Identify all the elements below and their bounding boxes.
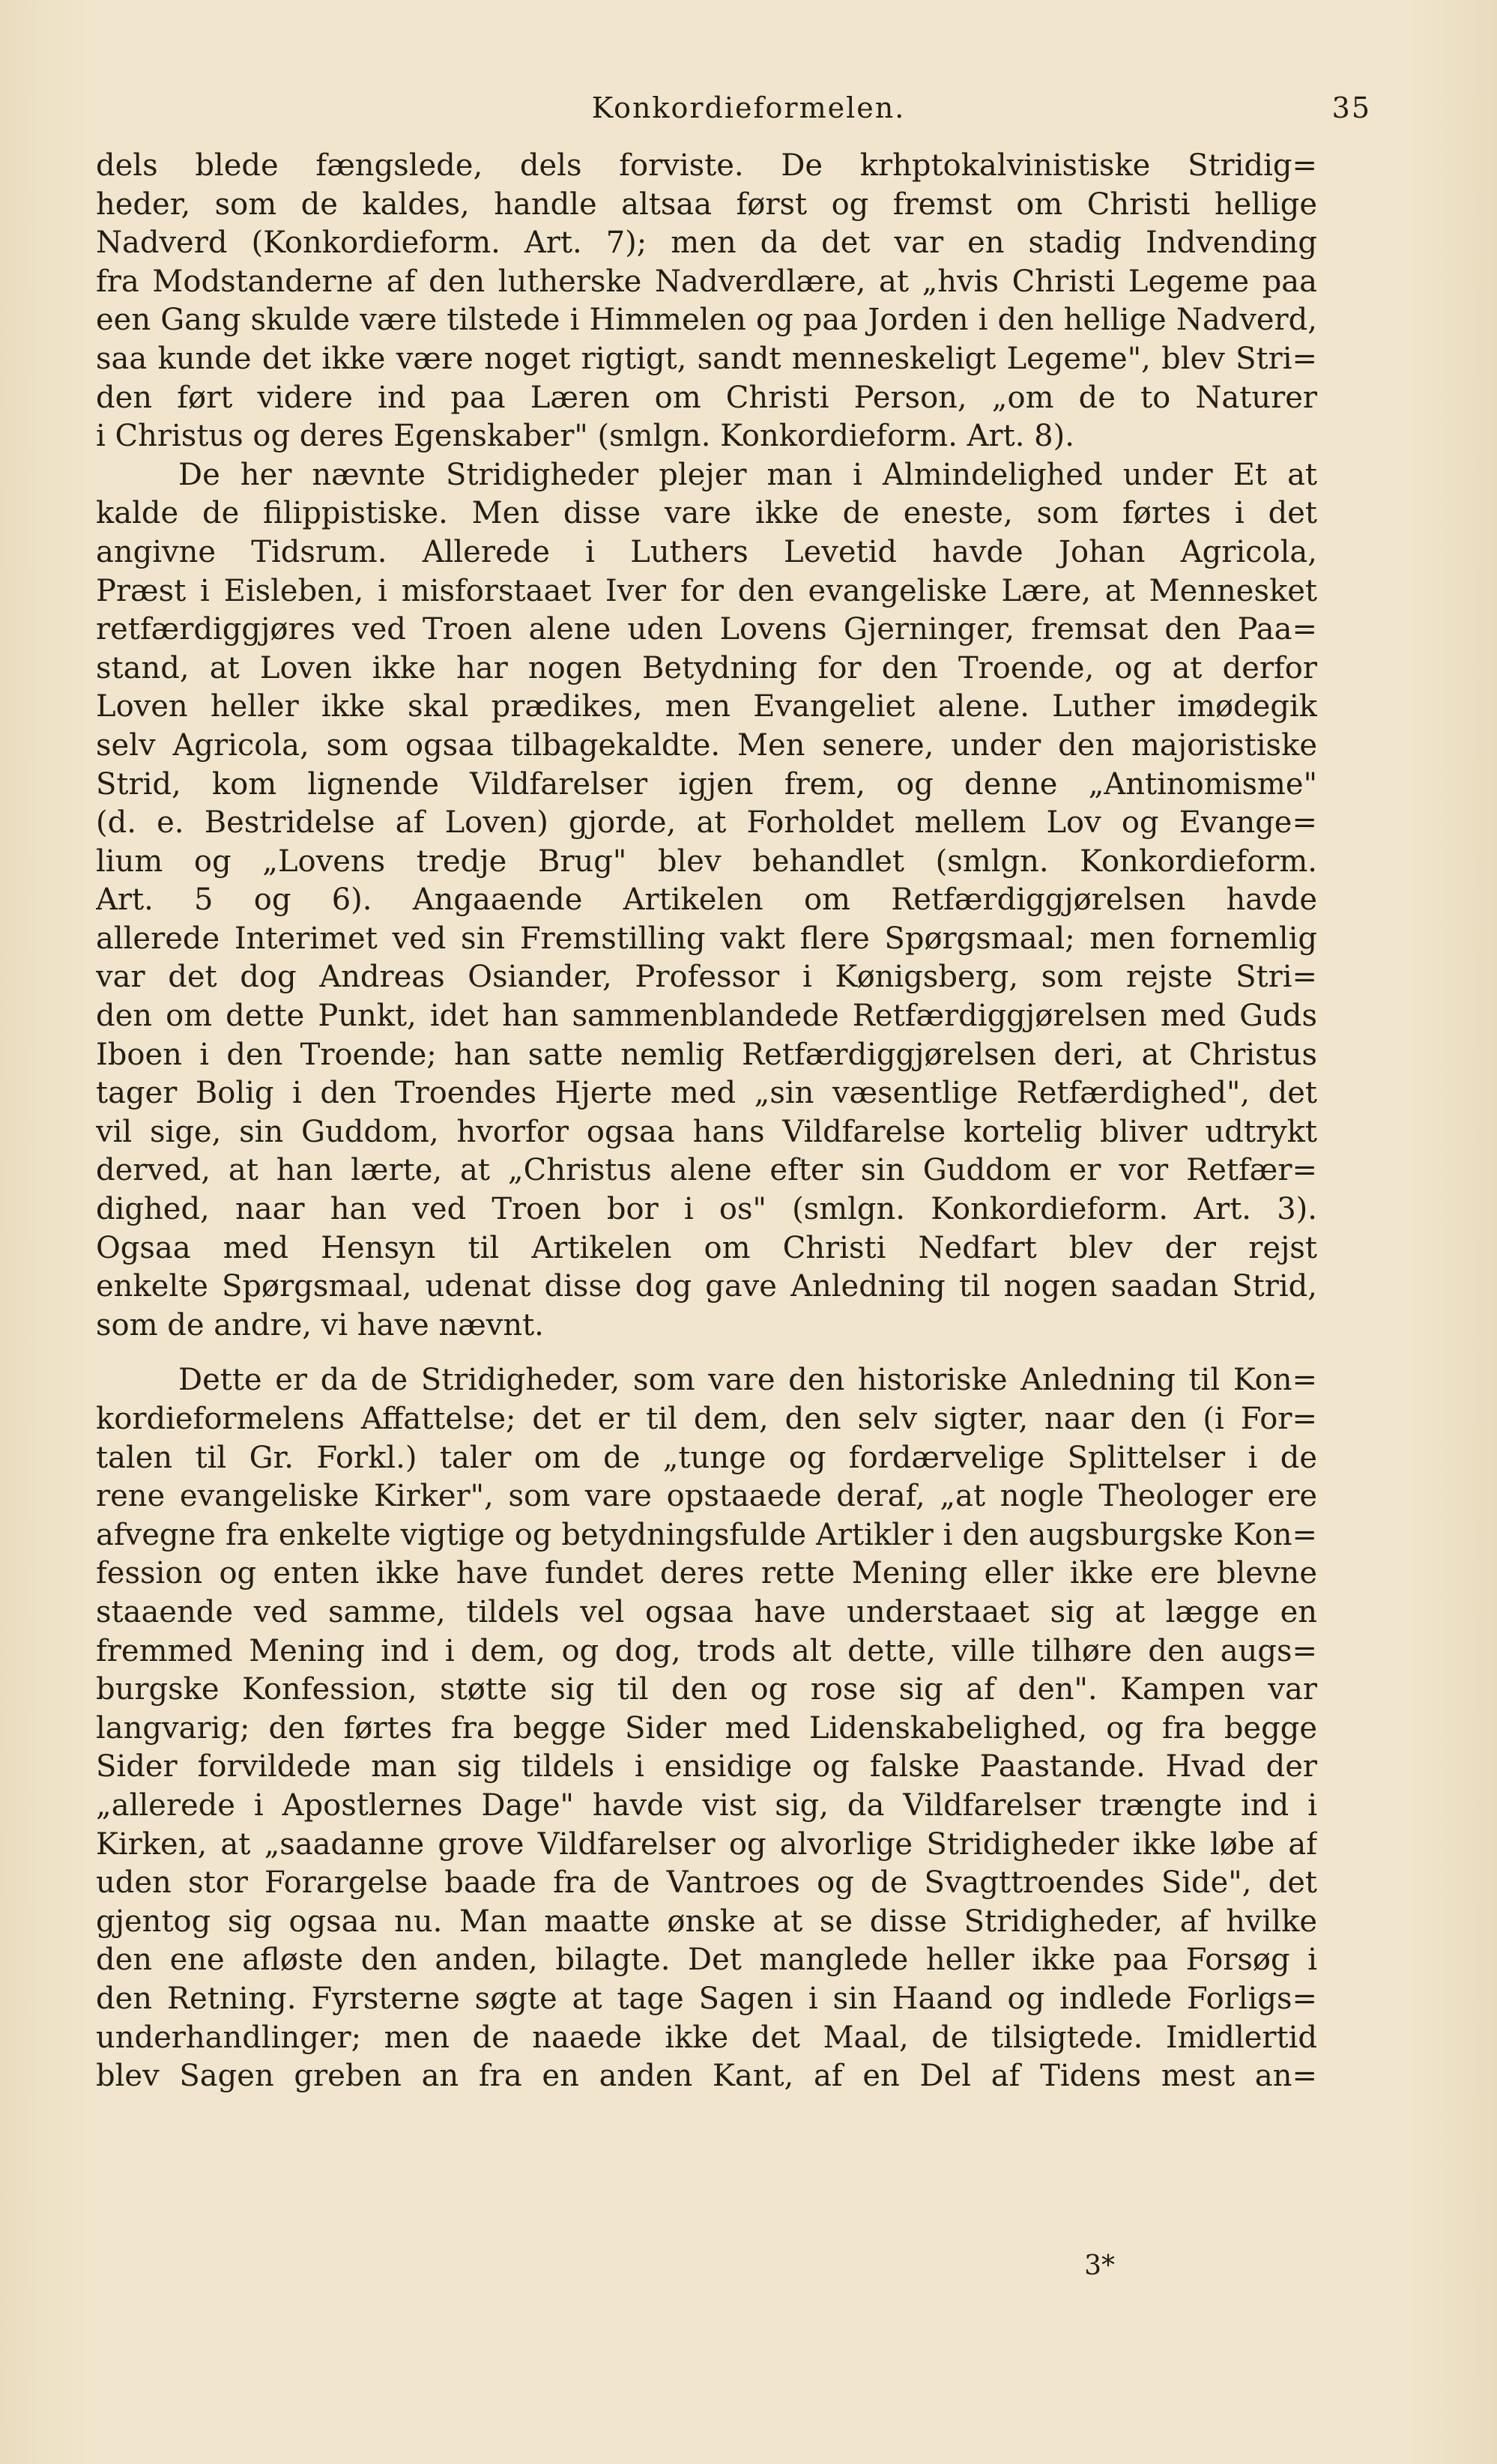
text-line: Sider forvildede man sig tildels i ensidige og falske Paastande. Hvad der bbox=[96, 1749, 1317, 1785]
text-line: uden stor Forargelse baade fra de Vantroes og de Svagttroendes Side", det bbox=[96, 1865, 1317, 1901]
text-line: i Christus og deres Egenskaber" (smlgn. Konkordieform. Art. 8). bbox=[96, 419, 1074, 454]
text-line: staaende ved samme, tildels vel ogsaa have understaaet sig at lægge en bbox=[96, 1594, 1317, 1629]
text-line: selv Agricola, som ogsaa tilbagekaldte. Men senere, under den majoristiske bbox=[96, 727, 1317, 763]
text-line: allerede Interimet ved sin Fremstilling vakt flere Spørgsmaal; men fornemlig bbox=[96, 921, 1317, 956]
text-line: gjentog sig ogsaa nu. Man maatte ønske at se disse Stridigheder, af hvilke bbox=[96, 1904, 1317, 1939]
text-line: den Retning. Fyrsterne søgte at tage Sagen i sin Haand og indlede Forligs= bbox=[96, 1981, 1317, 2016]
text-line: Præst i Eisleben, i misforstaaet Iver for den evangeliske Lære, at Mennesket bbox=[96, 573, 1317, 608]
text-line: kalde de filippistiske. Men disse vare ikke de eneste, som førtes i det bbox=[96, 496, 1317, 531]
text-line: tager Bolig i den Troendes Hjerte med „sin væsentlige Retfærdighed", det bbox=[96, 1076, 1317, 1111]
text-line: Ogsaa med Hensyn til Artikelen om Christi Nedfart blev der rejst bbox=[96, 1230, 1317, 1265]
text-line: kordieformelens Affattelse; det er til dem, den selv sigter, naar den (i For= bbox=[96, 1402, 1317, 1436]
text-line: derved, at han lærte, at „Christus alene efter sin Guddom er vor Retfær= bbox=[96, 1153, 1317, 1188]
text-line: een Gang skulde være tilstede i Himmelen og paa Jorden i den hellige Nadverd, bbox=[96, 303, 1317, 338]
text-line: den om dette Punkt, idet han sammenblandede Retfærdiggjørelsen med Guds bbox=[96, 999, 1317, 1034]
text-line: „allerede i Apostlernes Dage" havde vist sig, da Vildfarelser trængte ind i bbox=[96, 1788, 1317, 1823]
text-line: langvarig; den førtes fra begge Sider med Lidenskabelighed, og fra begge bbox=[96, 1710, 1317, 1746]
paragraph-gap bbox=[96, 1345, 1317, 1361]
text-line: (d. e. Bestridelse af Loven) gjorde, at Forholdet mellem Lov og Evange= bbox=[96, 805, 1317, 841]
text-line: enkelte Spørgsmaal, udenat disse dog gave Anledning til nogen saadan Strid, bbox=[96, 1269, 1317, 1304]
signature-mark: 3* bbox=[1084, 2250, 1115, 2281]
text-line: De her nævnte Stridigheder plejer man i Almindelighed under Et at bbox=[178, 457, 1317, 492]
text-line: Art. 5 og 6). Angaaende Artikelen om Retfærdiggjørelsen havde bbox=[96, 883, 1317, 918]
text-line: lium og „Lovens tredje Brug" blev behandlet (smlgn. Konkordieform. bbox=[96, 844, 1317, 879]
text-line: dighed, naar han ved Troen bor i os" (smlgn. Konkordieform. Art. 3). bbox=[96, 1192, 1317, 1227]
text-line: Strid, kom lignende Vildfarelser igjen frem, og denne „Antinomisme" bbox=[96, 766, 1317, 802]
paragraph bbox=[96, 456, 1317, 1345]
running-head: Konkordieformelen. bbox=[591, 91, 906, 124]
text-line: Kirken, at „saadanne grove Vildfarelser og alvorlige Stridigheder ikke løbe af bbox=[96, 1826, 1317, 1862]
text-line: Nadverd (Konkordieform. Art. 7); men da det var en stadig Indvending bbox=[96, 225, 1317, 261]
text-line: dels blede fængslede, dels forviste. De krhptokalvinistiske Stridig= bbox=[96, 148, 1317, 183]
text-line: fremmed Mening ind i dem, og dog, trods alt dette, ville tilhøre den augs= bbox=[96, 1633, 1317, 1668]
text-line: Dette er da de Stridigheder, som vare den historiske Anledning til Kon= bbox=[178, 1363, 1317, 1398]
text-line: som de andre, vi have nævnt. bbox=[96, 1307, 544, 1343]
text-line: saa kunde det ikke være noget rigtigt, sandt menneskeligt Legeme", blev Stri= bbox=[96, 341, 1317, 376]
text-line: stand, at Loven ikke har nogen Betydning for den Troende, og at derfor bbox=[96, 650, 1317, 685]
paragraph bbox=[96, 147, 1317, 456]
text-line: fra Modstanderne af den lutherske Nadverdlære, at „hvis Christi Legeme paa bbox=[96, 264, 1317, 299]
text-line: angivne Tidsrum. Allerede i Luthers Levetid havde Johan Agricola, bbox=[96, 534, 1317, 569]
text-line: burgske Konfession, støtte sig til den og rose sig af den". Kampen var bbox=[96, 1672, 1317, 1707]
text-line: var det dog Andreas Osiander, Professor i Kønigsberg, som rejste Stri= bbox=[96, 960, 1317, 995]
text-line: rene evangeliske Kirker", som vare opstaaede deraf, „at nogle Theologer ere bbox=[96, 1479, 1317, 1514]
text-line: underhandlinger; men de naaede ikke det Maal, de tilsigtede. Imidlertid bbox=[96, 2020, 1317, 2055]
text-line: den ene afløste den anden, bilagte. Det manglede heller ikke paa Forsøg i bbox=[96, 1943, 1317, 1978]
text-line: heder, som de kaldes, handle altsaa først og fremst om Christi hellige bbox=[96, 187, 1317, 222]
text-line: vil sige, sin Guddom, hvorfor ogsaa hans Vildfarelse kortelig bliver udtrykt bbox=[96, 1114, 1317, 1149]
body-text bbox=[96, 147, 1317, 2096]
text-line: retfærdiggjøres ved Troen alene uden Lovens Gjerninger, fremsat den Paa= bbox=[96, 612, 1317, 647]
paragraph bbox=[96, 1361, 1317, 2095]
text-line: blev Sagen greben an fra en anden Kant, af en Del af Tidens mest an= bbox=[96, 2059, 1317, 2094]
text-line: den ført videre ind paa Læren om Christi Person, „om de to Naturer bbox=[96, 380, 1317, 415]
page-number: 35 bbox=[1331, 91, 1371, 124]
text-line: talen til Gr. Forkl.) taler om de „tunge og fordærvelige Splittelser i de bbox=[96, 1440, 1317, 1475]
text-line: fession og enten ikke have fundet deres rette Mening eller ikke ere blevne bbox=[96, 1556, 1317, 1591]
text-line: afvegne fra enkelte vigtige og betydningsfulde Artikler i den augsburgske Kon= bbox=[96, 1517, 1317, 1552]
text-line: Iboen i den Troende; han satte nemlig Retfærdiggjørelsen deri, at Christus bbox=[96, 1037, 1317, 1072]
text-line: Loven heller ikke skal prædikes, men Evangeliet alene. Luther imødegik bbox=[96, 689, 1317, 724]
